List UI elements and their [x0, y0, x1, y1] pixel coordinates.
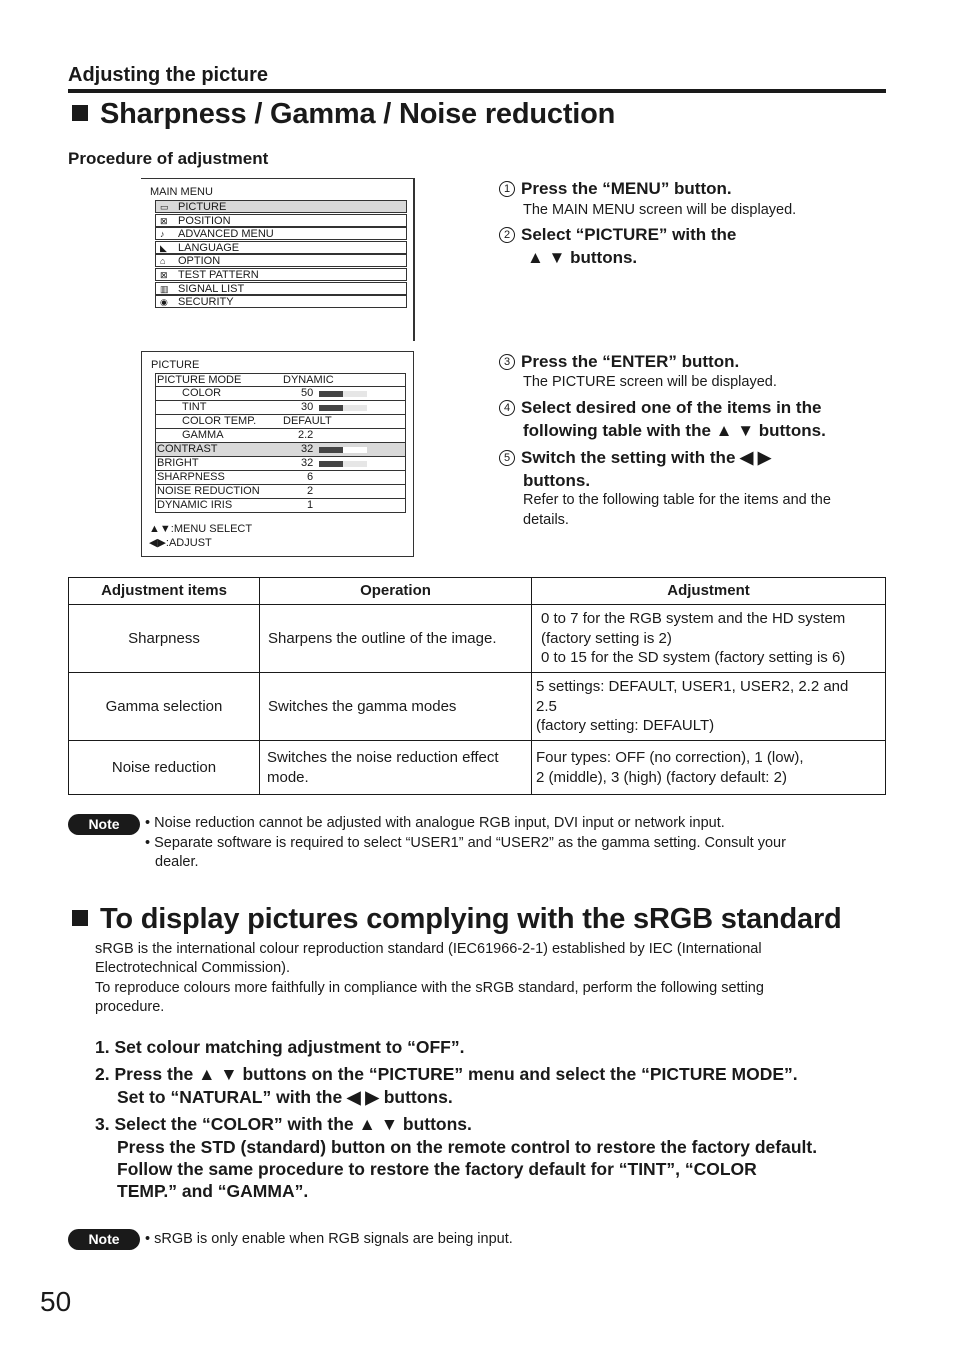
bright-level-bar: [319, 461, 367, 467]
srgb-step-2: 2. Press the ▲ ▼ buttons on the “PICTURE” menu and select the “PICTURE MODE”.: [95, 1064, 798, 1084]
picture-row-contrast[interactable]: CONTRAST 32: [155, 443, 406, 457]
srgb-step-1: 1. Set colour matching adjustment to “OFF”.: [95, 1037, 465, 1057]
col-header-operation: Operation: [260, 578, 532, 605]
heading-srgb: [72, 903, 842, 936]
picture-row-dynamic-iris[interactable]: DYNAMIC IRIS 1: [155, 499, 406, 513]
adjustment-table: [68, 577, 886, 795]
test-pattern-icon: ⊠: [160, 270, 168, 280]
position-icon: ⊠: [160, 216, 168, 226]
note-bullet-2: • Separate software is required to select “USER1” and “USER2” as the gamma setting. Consult your: [145, 835, 786, 851]
security-icon: ◉: [160, 297, 168, 307]
section-rule: [68, 89, 886, 93]
square-bullet-icon: [72, 105, 88, 121]
table-row: [69, 673, 886, 741]
adjust-hint: ◀▶:ADJUST: [149, 537, 212, 549]
picture-row-color-temp[interactable]: COLOR TEMP. DEFAULT: [155, 415, 406, 429]
picture-row-sharpness[interactable]: SHARPNESS 6: [155, 471, 406, 485]
col-header-items: Adjustment items: [69, 578, 260, 605]
srgb-para-1a: sRGB is the international colour reproduction standard (IEC61966-2-1) established by IEC (International: [95, 941, 762, 957]
cell-operation: Switches the gamma modes: [260, 673, 532, 741]
cell-item: Sharpness: [69, 605, 260, 673]
picture-icon: ▭: [160, 202, 169, 212]
note-badge-2: Note: [68, 1229, 140, 1250]
srgb-para-2a: To reproduce colours more faithfully in compliance with the sRGB standard, perform the following setting: [95, 980, 764, 996]
signal-list-icon: ▥: [160, 284, 169, 294]
step-4-number: 4: [499, 400, 515, 416]
main-menu-item-security[interactable]: ◉ SECURITY: [155, 295, 407, 308]
menu-select-hint: ▲▼:MENU SELECT: [149, 523, 253, 535]
section-title: Adjusting the picture: [68, 64, 268, 86]
main-menu-item-signal-list[interactable]: ▥ SIGNAL LIST: [155, 282, 407, 295]
table-header-row: [69, 578, 886, 605]
step-5-note-1: Refer to the following table for the items and the: [523, 492, 831, 508]
square-bullet-icon: [72, 910, 88, 926]
cell-adjustment: Four types: OFF (no correction), 1 (low), 2 (middle), 3 (high) (factory default: 2): [532, 741, 886, 795]
srgb-step-2-cont: Set to “NATURAL” with the ◀ ▶ buttons.: [117, 1087, 453, 1107]
picture-row-tint[interactable]: TINT 30: [155, 401, 406, 415]
main-menu-screen: [141, 178, 415, 341]
note-badge: Note: [68, 814, 140, 835]
step-5: 5 Switch the setting with the ◀ ▶: [499, 446, 771, 469]
heading-sharpness: [72, 98, 615, 131]
heading-srgb-text: To display pictures complying with the sRGB standard: [100, 903, 842, 935]
main-menu-item-advanced-menu[interactable]: ♪ ADVANCED MENU: [155, 227, 407, 240]
note-bullet-2-cont: dealer.: [155, 854, 199, 870]
step-5-note-2: details.: [523, 512, 569, 528]
page-number: 50: [40, 1286, 72, 1317]
main-menu-item-option[interactable]: ⌂ OPTION: [155, 254, 407, 267]
cell-item: Gamma selection: [69, 673, 260, 741]
step-2: 2 Select “PICTURE” with the: [499, 223, 736, 246]
srgb-para-1b: Electrotechnical Commission).: [95, 960, 291, 976]
srgb-step-3: 3. Select the “COLOR” with the ▲ ▼ buttons.: [95, 1114, 472, 1134]
picture-menu-title: PICTURE: [151, 359, 200, 371]
picture-row-gamma[interactable]: GAMMA 2.2: [155, 429, 406, 443]
table-row: [69, 605, 886, 673]
cell-operation: Switches the noise reduction effect mode.: [260, 741, 532, 795]
advanced-menu-icon: ♪: [160, 229, 165, 239]
main-menu-item-picture[interactable]: ▭ PICTURE: [155, 200, 407, 213]
option-icon: ⌂: [160, 256, 166, 266]
srgb-step-3-line-4: TEMP.” and “GAMMA”.: [117, 1181, 309, 1201]
step-3-note: The PICTURE screen will be displayed.: [523, 374, 777, 390]
language-icon: ◣: [160, 243, 167, 253]
main-menu-item-test-pattern[interactable]: ⊠ TEST PATTERN: [155, 268, 407, 281]
step-3-number: 3: [499, 354, 515, 370]
picture-row-bright[interactable]: BRIGHT 32: [155, 457, 406, 471]
main-menu-title: MAIN MENU: [150, 186, 213, 198]
col-header-adjustment: Adjustment: [532, 578, 886, 605]
step-3: 3 Press the “ENTER” button.: [499, 350, 739, 373]
step-4: 4 Select desired one of the items in the: [499, 396, 821, 419]
contrast-level-bar: [319, 447, 367, 453]
table-row: [69, 741, 886, 795]
picture-menu-screen: [141, 351, 414, 557]
cell-operation: Sharpens the outline of the image.: [260, 605, 532, 673]
color-level-bar: [319, 391, 367, 397]
tint-level-bar: [319, 405, 367, 411]
step-1-note: The MAIN MENU screen will be displayed.: [523, 202, 797, 218]
note2-bullet-1: • sRGB is only enable when RGB signals are being input.: [145, 1231, 513, 1247]
procedure-title: Procedure of adjustment: [68, 149, 269, 168]
heading-sharpness-text: Sharpness / Gamma / Noise reduction: [100, 98, 616, 130]
step-1: 1 Press the “MENU” button.: [499, 177, 732, 200]
step-5-cont: buttons.: [523, 471, 591, 490]
cell-item: Noise reduction: [69, 741, 260, 795]
cell-adjustment: 0 to 7 for the RGB system and the HD system (factory setting is 2) 0 to 15 for the SD system (factory setting is 6): [532, 605, 886, 673]
step-4-cont: following table with the ▲ ▼ buttons.: [523, 421, 826, 440]
step-2-number: 2: [499, 227, 515, 243]
main-menu-item-position[interactable]: ⊠ POSITION: [155, 214, 407, 227]
cell-adjustment: 5 settings: DEFAULT, USER1, USER2, 2.2 and 2.5 (factory setting: DEFAULT): [532, 673, 886, 741]
picture-row-noise-reduction[interactable]: NOISE REDUCTION 2: [155, 485, 406, 499]
note-bullet-1: • Noise reduction cannot be adjusted with analogue RGB input, DVI input or network input.: [145, 815, 725, 831]
srgb-para-2b: procedure.: [95, 999, 165, 1015]
srgb-step-3-line-3: Follow the same procedure to restore the factory default for “TINT”, “COLOR: [117, 1159, 757, 1179]
step-2-cont: ▲ ▼ buttons.: [527, 248, 638, 267]
step-1-number: 1: [499, 181, 515, 197]
picture-row-picture-mode[interactable]: PICTURE MODE DYNAMIC: [155, 373, 406, 387]
step-5-number: 5: [499, 450, 515, 466]
main-menu-item-language[interactable]: ◣ LANGUAGE: [155, 241, 407, 254]
picture-row-color[interactable]: COLOR 50: [155, 387, 406, 401]
srgb-step-3-line-2: Press the STD (standard) button on the remote control to restore the factory default.: [117, 1137, 818, 1157]
